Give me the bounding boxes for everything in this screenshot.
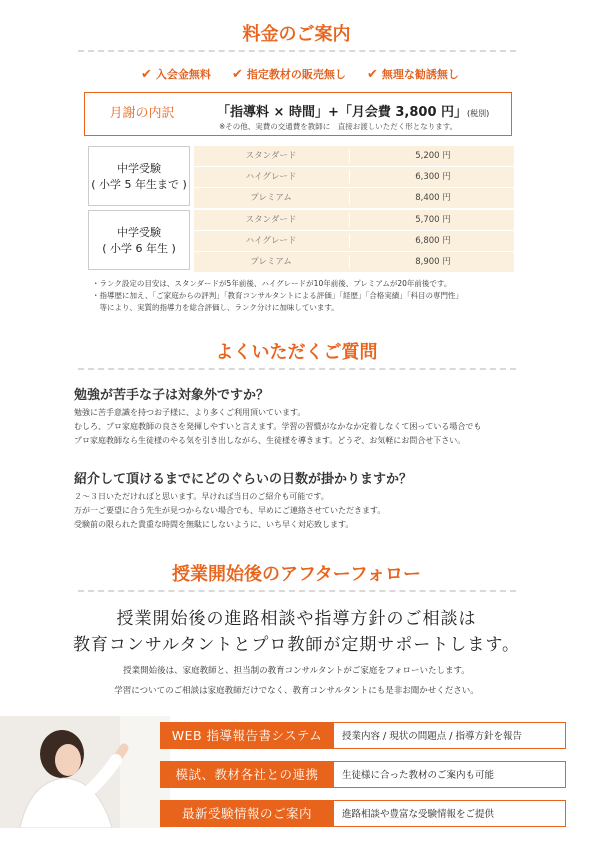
follow-lead: 授業開始後の進路相談や指導方針のご相談は (116, 609, 477, 629)
check-icon: ✔ (232, 66, 243, 82)
answer-line: むしろ、プロ家庭教師の良さを発揮しやすいと言えます。学習の習慣がなかなか定着しなくて困っている場合でも (74, 422, 482, 431)
answer-line: 受験前の限られた貴重な時間を無駄にしないように、いち早く対応致します。 (74, 520, 354, 529)
grade-cell (88, 146, 190, 206)
rank-label: スタンダード (245, 151, 297, 161)
price-row (194, 210, 514, 230)
rank-label: ハイグレード (245, 172, 297, 182)
teacher-photo (0, 716, 170, 828)
fee-formula-text: 「指導料 × 時間」+「月会費 3,800 円」 (217, 105, 468, 120)
rank-price: 6,800 円 (415, 236, 451, 246)
price-row (194, 146, 514, 166)
check-icon: ✔ (367, 66, 378, 82)
price-row (194, 231, 514, 251)
feature-label: 指定教材の販売無し (246, 68, 346, 81)
faq-answer (74, 490, 574, 532)
answer-line: プロ家庭教師なら生徒様のやる気を引き出しながら、生徒様を導きます。どうぞ、お気軽にお問合せ下さい。 (74, 436, 466, 445)
fee-breakdown-box (84, 92, 512, 136)
divider (78, 590, 516, 592)
feature-label: 入会金無料 (155, 68, 211, 81)
service-description: 進路相談や豊富な受験情報をご提供 (334, 800, 566, 827)
rank-price: 8,900 円 (415, 257, 451, 267)
rank-label: プレミアム (250, 193, 292, 203)
faq-title: よくいただくご質問 (215, 342, 378, 363)
rank-label: ハイグレード (245, 236, 297, 246)
follow-body: 学習についてのご相談は家庭教師だけでなく、教育コンサルタントにも是非お聞かせください。 (114, 686, 479, 696)
feature-item (141, 66, 211, 82)
follow-body: 授業開始後は、家庭教師と、担当制の教育コンサルタントがご家庭をフォローいたします。 (123, 666, 470, 676)
price-row (194, 188, 514, 208)
price-row (194, 167, 514, 187)
follow-lead: 教育コンサルタントとプロ教師が定期サポートします。 (72, 635, 521, 655)
faq-answer (74, 406, 574, 448)
check-icon: ✔ (141, 66, 152, 82)
service-description: 授業内容 / 現状の問題点 / 指導方針を報告 (334, 722, 566, 749)
feature-item (367, 66, 459, 82)
note-line: ・指導歴に加え、「ご家庭からの評判」「教育コンサルタントによる評価」「経歴」「合格実績」「科目の専門性」 (92, 291, 464, 300)
rank-price: 5,700 円 (415, 215, 451, 225)
grade-cell (88, 210, 190, 270)
fee-breakdown-label: 月謝の内訳 (109, 106, 175, 121)
faq-question: 紹介して頂けるまでにどのぐらいの日数が掛かりますか？ (74, 472, 413, 487)
rank-notes (92, 278, 562, 314)
feature-item (232, 66, 346, 82)
answer-line: ２～３日いただければと思います。早ければ当日のご紹介も可能です。 (74, 492, 329, 501)
follow-title: 授業開始後のアフターフォロー (172, 564, 421, 585)
rank-price: 8,400 円 (415, 193, 451, 203)
feature-label: 無理な勧誘無し (381, 68, 459, 81)
fee-formula (217, 101, 489, 120)
faq-question: 勉強が苦手な子は対象外ですか？ (74, 388, 270, 403)
rank-price: 6,300 円 (415, 172, 451, 182)
note-line: ・ランク設定の目安は、スタンダードが5年前後、ハイグレードが10年前後、プレミアムが20年前後です。 (92, 279, 452, 288)
service-label: 最新受験情報のご案内 (160, 800, 334, 827)
grade-title: 中学受験 (117, 226, 161, 239)
fee-note: ※その他、実費の交通費を教師に 直接お渡しいただく形となります。 (219, 122, 458, 131)
note-line: 等により、実質的指導力を総合評価し、ランク分けに加味しています。 (92, 303, 339, 312)
divider (78, 50, 516, 52)
grade-title: 中学受験 (117, 162, 161, 175)
pricing-title: 料金のご案内 (242, 24, 351, 45)
rank-label: プレミアム (250, 257, 292, 267)
teacher-illustration (0, 716, 170, 828)
divider (78, 368, 516, 370)
tax-note: (税別) (467, 109, 490, 118)
answer-line: 勉強に苦手意識を持つお子様に、より多くご利用頂いています。 (74, 408, 306, 417)
price-row (194, 252, 514, 272)
service-description: 生徒様に合った教材のご案内も可能 (334, 761, 566, 788)
service-label: WEB 指導報告書システム (160, 722, 334, 749)
rank-price: 5,200 円 (415, 151, 451, 161)
service-label: 模試、教材各社との連携 (160, 761, 334, 788)
rank-label: スタンダード (245, 215, 297, 225)
grade-subtitle: ( 小学 5 年生まで ) (91, 178, 187, 191)
answer-line: 万が一ご要望に合う先生が見つからない場合でも、早めにご連絡させていただきます。 (74, 506, 386, 515)
grade-subtitle: ( 小学 6 年生 ) (102, 242, 176, 255)
